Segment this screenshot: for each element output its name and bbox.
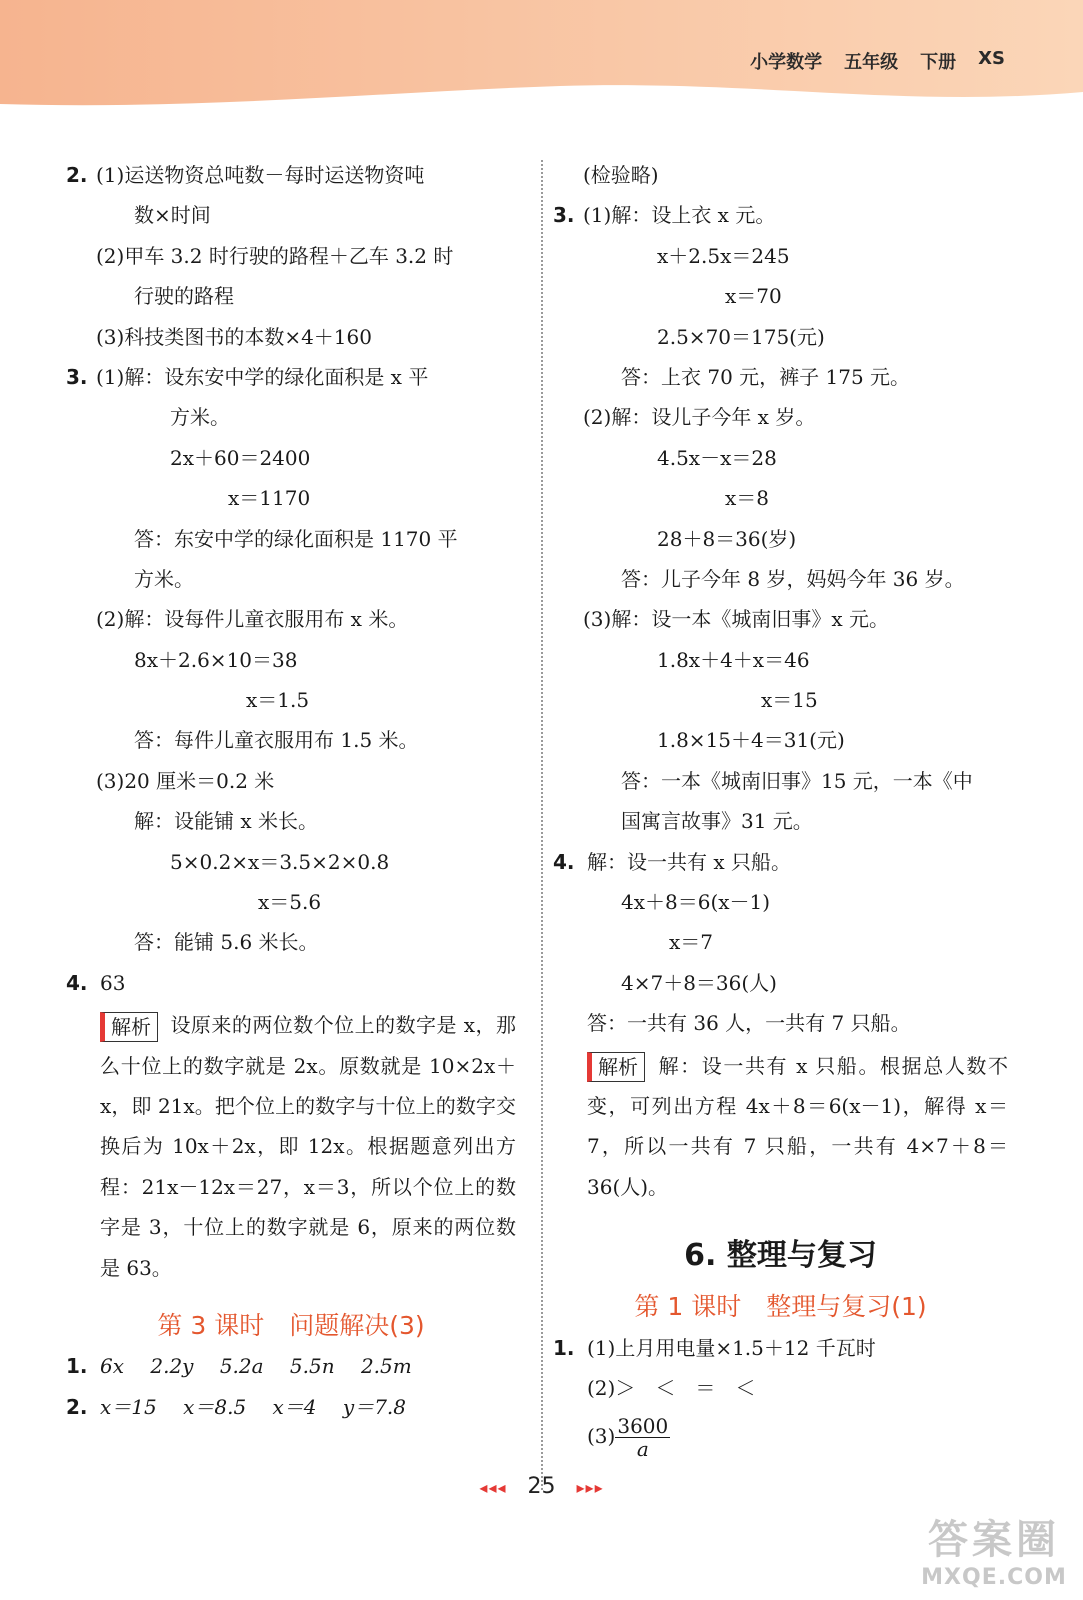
page-footer [0, 1474, 1083, 1499]
r-q3-b5: 答：儿子今年 8 岁，妈妈今年 36 岁。 [621, 566, 965, 591]
r-q3-c4: 1.8×15＋4＝31(元) [657, 728, 845, 753]
r-q4-l5: 答：一共有 36 人，一共有 7 只船。 [587, 1011, 911, 1036]
q3-a4: x＝1170 [228, 486, 311, 511]
c1-line-3: (3) $\frac{3600}{a}$ [587, 1414, 669, 1462]
r-q3-a3: x＝70 [725, 284, 782, 309]
q3-b1: (2)解：设每件儿童衣服用布 x 米。 [96, 607, 409, 632]
q3-a5: 答：东安中学的绿化面积是 1170 平 [134, 526, 458, 551]
book-info [750, 48, 1005, 74]
r-q3-b3: x＝8 [725, 486, 770, 511]
r-q4-l3: x＝7 [669, 930, 714, 955]
r-q4-analysis-text: 解：设一共有 x 只船。根据总人数不变，可列出方程 4x＋8＝6(x－1)，解得 x＝7，所以一共有 7 只船，一共有 4×7＋8＝36(人)。 [587, 1053, 1008, 1199]
r-q3-b4: 28＋8＝36(岁) [657, 526, 797, 551]
r-q3-a2: x＋2.5x＝245 [657, 243, 790, 268]
header-band [0, 0, 1083, 115]
fraction-numerator: 3600 [617, 1414, 669, 1439]
c1-line-1: 1. (1)上月用电量×1.5＋12 千瓦时 [553, 1328, 1008, 1368]
r-q3-a4: 2.5×70＝175(元) [657, 324, 825, 349]
q3-line-1: 3. (1)解：设东安中学的绿化面积是 x 平 [66, 357, 516, 397]
q3-a3: 2x＋60＝2400 [170, 445, 311, 470]
right-column [553, 155, 1008, 1464]
r-q3-line-1: 3. (1)解：设上衣 x 元。 [553, 195, 1008, 235]
r-q4-l2: 4x＋8＝6(x－1) [621, 890, 771, 915]
q3-b2: 8x＋2.6×10＝38 [134, 647, 298, 672]
chapter-title: 6. 整理与复习 [684, 1238, 877, 1274]
lesson-1-title: 第 1 课时 整理与复习(1) [634, 1292, 927, 1322]
page-number: 25 [527, 1474, 556, 1499]
analysis-tag: 解析 [100, 1012, 158, 1042]
r-q4-line-1: 4. 解：设一共有 x 只船。 [553, 842, 1008, 882]
lesson3-q2: 2. x＝15 x＝8.5 x＝4 y＝7.8 [66, 1394, 406, 1419]
q2-number: 2. [66, 163, 88, 187]
q3-c2: 解：设能铺 x 米长。 [134, 809, 318, 834]
r-q3-b1: (2)解：设儿子今年 x 岁。 [583, 405, 816, 430]
r-q3-c6: 国寓言故事》31 元。 [621, 809, 813, 834]
q3-c5: 答：能铺 5.6 米长。 [134, 930, 319, 955]
q2-line-4: 行驶的路程 [134, 284, 234, 309]
q4-analysis [66, 1005, 516, 1288]
q3-c4: x＝5.6 [258, 890, 322, 915]
left-column [66, 155, 516, 1427]
watermark-logo [919, 1508, 1069, 1590]
edition-label: XS [978, 48, 1005, 69]
r-q3-c5: 答：一本《城南旧事》15 元，一本《中 [621, 768, 973, 793]
q3-a6: 方米。 [134, 566, 194, 591]
r-q3-c3: x＝15 [761, 688, 818, 713]
watermark-text-top: 答案圈 [928, 1517, 1060, 1563]
r-q3-c1: (3)解：设一本《城南旧事》x 元。 [583, 607, 889, 632]
lesson3-q1: 1. 6x 2.2y 5.2a 5.5n 2.5m [66, 1354, 412, 1379]
q2-line-5: (3)科技类图书的本数×4＋160 [96, 324, 372, 349]
q4-number: 4. [66, 970, 88, 995]
q3-b4: 答：每件儿童衣服用布 1.5 米。 [134, 728, 419, 753]
q2-line-3: (2)甲车 3.2 时行驶的路程＋乙车 3.2 时 [96, 243, 454, 268]
r-q4-analysis [553, 1046, 1008, 1208]
q3-b3: x＝1.5 [246, 688, 310, 713]
volume-label: 下册 [920, 52, 957, 73]
subject-label: 小学数学 [750, 52, 823, 73]
q3-c3: 5×0.2×x＝3.5×2×0.8 [170, 849, 390, 874]
check-omitted: (检验略) [583, 163, 659, 187]
q2-line-2: 数×时间 [134, 203, 211, 228]
column-divider [541, 160, 543, 1490]
r-q3-a5: 答：上衣 70 元，裤子 175 元。 [621, 364, 911, 389]
q4-analysis-text: 设原来的两位数个位上的数字是 x，那么十位上的数字就是 2x。原数就是 10×2x＋x，即 21x。把个位上的数字与十位上的数字交换后为 10x＋2x，即 12x。根据题意列出方程：21x－12x＝27，x＝3，所以个位上的数字是 3，十位上的数字就是 6，原来的两位数是 63。 [100, 1013, 516, 1280]
c1-number: 1. [553, 1335, 575, 1360]
fraction [615, 1415, 670, 1460]
c1-line-2: (2)＞ ＜ ＝ ＜ [587, 1376, 756, 1400]
lesson-3-title: 第 3 课时 问题解决(3) [157, 1311, 425, 1341]
q4-line [66, 963, 516, 1003]
q3-a2: 方米。 [170, 405, 230, 430]
r-q3-b2: 4.5x－x＝28 [657, 445, 777, 470]
grade-label: 五年级 [844, 52, 899, 73]
q3-c1: (3)20 厘米＝0.2 米 [96, 768, 275, 793]
prev-arrows-icon: ◂◂◂ [479, 1478, 507, 1497]
r-q4-l4: 4×7＋8＝36(人) [621, 970, 777, 995]
r-q3-number: 3. [553, 203, 575, 228]
watermark-text-bottom: MXQE.COM [921, 1565, 1067, 1590]
r-q3-c2: 1.8x＋4＋x＝46 [657, 647, 810, 672]
r-q4-number: 4. [553, 849, 575, 874]
q3-number: 3. [66, 364, 88, 389]
next-arrows-icon: ▸▸▸ [576, 1478, 604, 1497]
analysis-tag: 解析 [587, 1052, 645, 1082]
fraction-denominator: a [636, 1437, 649, 1462]
q2-line-1: 2. (1)运送物资总吨数－每时运送物资吨 [66, 155, 516, 195]
q4-answer: 63 [100, 970, 126, 995]
